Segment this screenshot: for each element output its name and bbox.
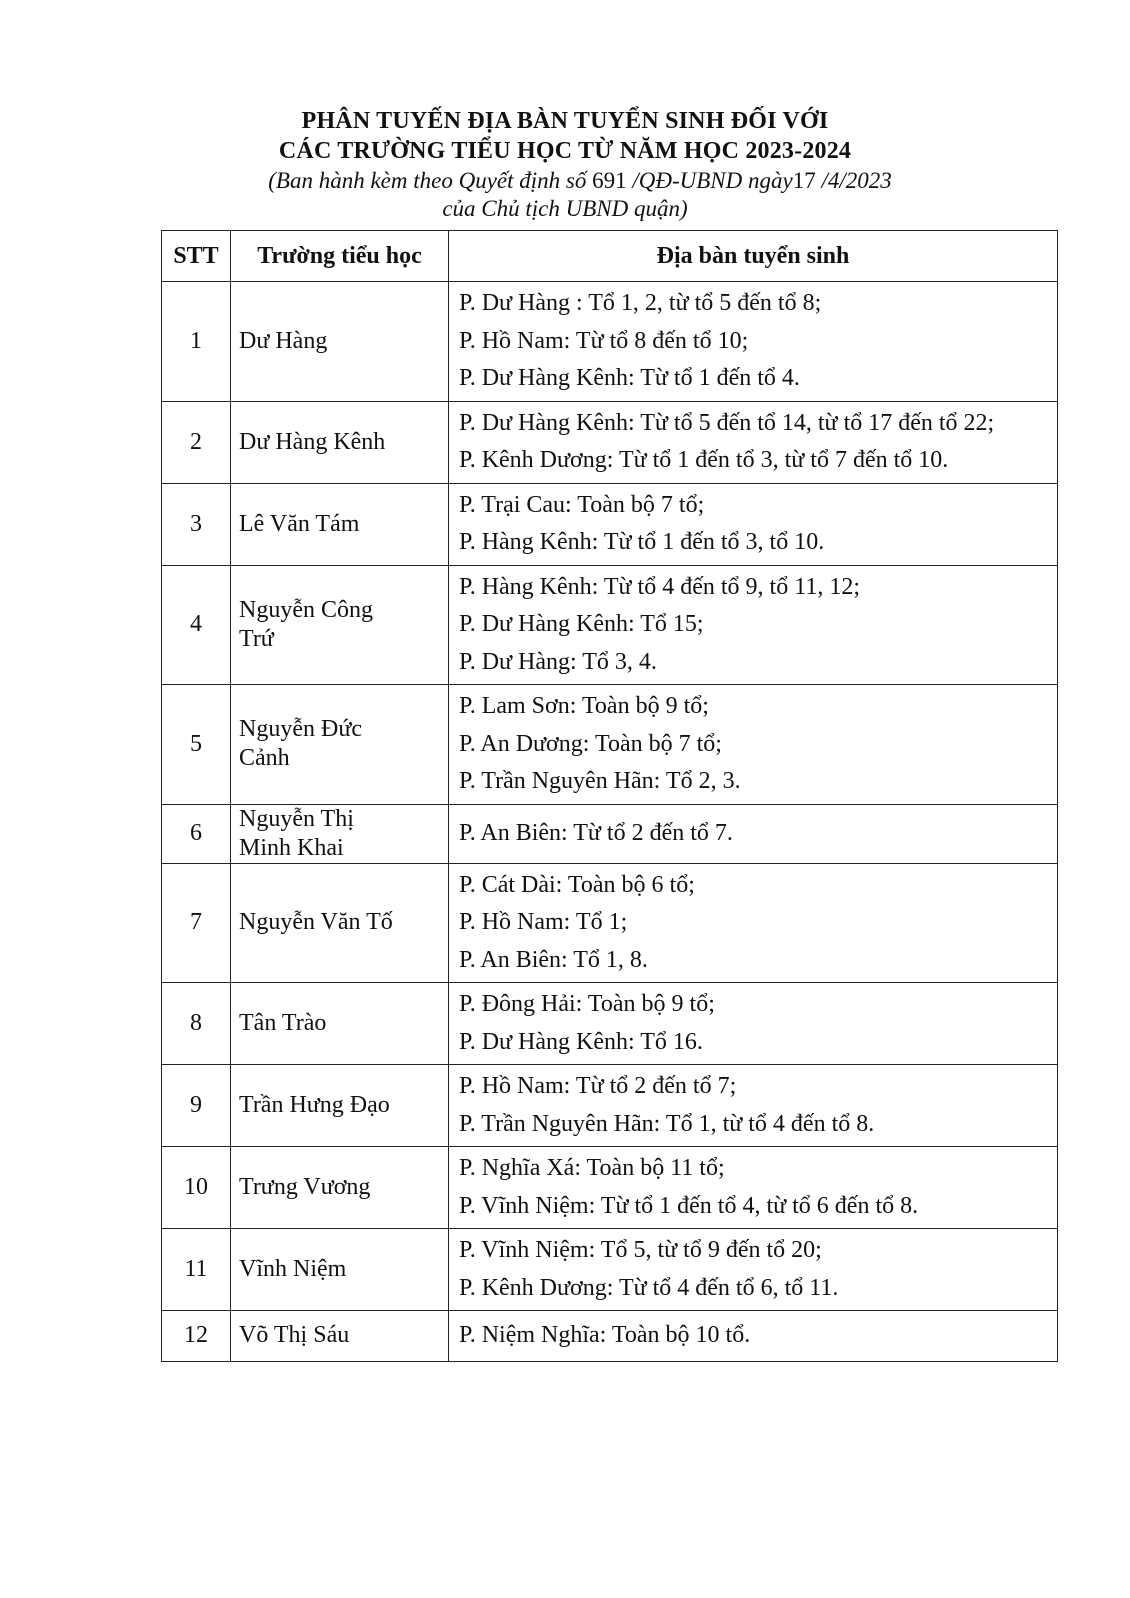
school-name-line: Nguyễn Công (239, 596, 373, 623)
row-school-name (231, 1065, 449, 1147)
row-stt: 5 (162, 685, 231, 805)
decision-suffix: /4/2023 (815, 168, 892, 193)
table-header-row (162, 231, 1058, 282)
header-stt: STT (162, 231, 231, 282)
table-row (162, 1147, 1058, 1229)
document-title-line-2: CÁC TRƯỜNG TIỂU HỌC TỪ NĂM HỌC 2023-2024 (278, 138, 852, 164)
row-school-name (231, 483, 449, 565)
decision-prefix: (Ban hành kèm theo Quyết định số (268, 168, 593, 193)
table-row (162, 863, 1058, 983)
area-line: P. Hàng Kênh: Từ tổ 4 đến tổ 9, tổ 11, 12; (459, 573, 860, 600)
area-line: P. Trại Cau: Toàn bộ 7 tổ; (459, 491, 705, 518)
school-name-line: Nguyễn Đức (239, 716, 362, 743)
row-enrollment-areas (449, 1065, 1058, 1147)
school-name-line: Trần Hưng Đạo (239, 1092, 390, 1118)
area-line: P. Vĩnh Niệm: Tổ 5, từ tổ 9 đến tổ 20; (459, 1237, 822, 1263)
row-school-name (231, 983, 449, 1065)
area-line: P. Kênh Dương: Từ tổ 1 đến tổ 3, từ tổ 7 đến tổ 10. (459, 447, 949, 473)
area-line: P. Niệm Nghĩa: Toàn bộ 10 tổ. (459, 1322, 751, 1348)
row-enrollment-areas (449, 1147, 1058, 1229)
row-school-name (231, 685, 449, 805)
table-row (162, 565, 1058, 685)
row-school-name (231, 1229, 449, 1311)
row-school-name (231, 401, 449, 483)
row-school-name (231, 1147, 449, 1229)
area-line: P. An Biên: Từ tổ 2 đến tổ 7. (459, 819, 733, 846)
area-line: P. An Biên: Tổ 1, 8. (459, 946, 648, 973)
decision-number: 691 (592, 168, 627, 193)
table-row (162, 1065, 1058, 1147)
area-line: P. Cát Dài: Toàn bộ 6 tổ; (459, 871, 695, 898)
area-line: P. Trần Nguyên Hãn: Tổ 2, 3. (459, 768, 741, 794)
row-stt: 4 (162, 565, 231, 685)
school-name-line: Dư Hàng (239, 327, 328, 354)
area-line: P. Hồ Nam: Tổ 1; (459, 909, 628, 935)
enrollment-area-table (161, 230, 1058, 1362)
row-stt: 6 (162, 804, 231, 863)
row-stt: 8 (162, 983, 231, 1065)
row-enrollment-areas (449, 685, 1058, 805)
row-stt: 3 (162, 483, 231, 565)
area-line: P. Dư Hàng Kênh: Từ tổ 5 đến tổ 14, từ tổ 17 đến tổ 22; (459, 409, 995, 436)
area-line: P. Hàng Kênh: Từ tổ 1 đến tổ 3, tổ 10. (459, 529, 825, 555)
area-line: P. Dư Hàng: Tổ 3, 4. (459, 648, 657, 675)
school-name-line: Trứ (239, 625, 274, 652)
school-name-line: Lê Văn Tám (239, 510, 360, 537)
area-line: P. Hồ Nam: Từ tổ 2 đến tổ 7; (459, 1073, 737, 1099)
table-row (162, 1229, 1058, 1311)
school-name-line: Tân Trào (239, 1010, 327, 1036)
row-school-name (231, 565, 449, 685)
school-name-line: Vĩnh Niệm (239, 1256, 347, 1282)
school-name-line: Dư Hàng Kênh (239, 428, 386, 455)
row-enrollment-areas (449, 1229, 1058, 1311)
row-school-name (231, 282, 449, 402)
area-line: P. Kênh Dương: Từ tổ 4 đến tổ 6, tổ 11. (459, 1274, 839, 1301)
table-row (162, 983, 1058, 1065)
table-row (162, 401, 1058, 483)
row-stt: 12 (162, 1311, 231, 1362)
row-stt: 2 (162, 401, 231, 483)
row-stt: 11 (162, 1229, 231, 1311)
decision-issuer: của Chủ tịch UBND quận) (442, 196, 688, 221)
document-header (0, 106, 1130, 223)
area-line: P. Vĩnh Niệm: Từ tổ 1 đến tổ 4, từ tổ 6 đến tổ 8. (459, 1192, 919, 1219)
row-enrollment-areas (449, 804, 1058, 863)
decision-reference (0, 167, 1130, 195)
row-enrollment-areas (449, 983, 1058, 1065)
area-line: P. An Dương: Toàn bộ 7 tổ; (459, 730, 722, 757)
school-name-line: Cảnh (239, 745, 290, 772)
area-line: P. Dư Hàng : Tổ 1, 2, từ tổ 5 đến tổ 8; (459, 290, 822, 316)
row-school-name (231, 863, 449, 983)
row-stt: 10 (162, 1147, 231, 1229)
school-name-line: Võ Thị Sáu (239, 1322, 350, 1349)
table-row (162, 1311, 1058, 1362)
document-title-line-1: PHÂN TUYẾN ĐỊA BÀN TUYỂN SINH ĐỐI VỚI (301, 108, 829, 134)
decision-day: 17 (792, 168, 816, 193)
row-stt: 1 (162, 282, 231, 402)
row-enrollment-areas (449, 401, 1058, 483)
table-row (162, 483, 1058, 565)
table-row (162, 282, 1058, 402)
header-area: Địa bàn tuyển sinh (449, 231, 1058, 282)
table-row (162, 804, 1058, 863)
decision-middle: /QĐ-UBND ngày (626, 168, 793, 193)
school-name-line: Nguyễn Văn Tố (239, 909, 393, 936)
row-stt: 9 (162, 1065, 231, 1147)
school-name-line: Trưng Vương (239, 1174, 371, 1200)
table-row (162, 685, 1058, 805)
row-enrollment-areas (449, 863, 1058, 983)
row-enrollment-areas (449, 565, 1058, 685)
area-line: P. Dư Hàng Kênh: Tổ 16. (459, 1028, 703, 1055)
school-name-line: Nguyễn Thị (239, 805, 354, 832)
area-line: P. Lam Sơn: Toàn bộ 9 tổ; (459, 693, 709, 719)
area-line: P. Dư Hàng Kênh: Từ tổ 1 đến tổ 4. (459, 365, 800, 391)
row-enrollment-areas (449, 282, 1058, 402)
row-enrollment-areas (449, 1311, 1058, 1362)
school-name-line: Minh Khai (239, 834, 344, 861)
row-school-name (231, 1311, 449, 1362)
area-line: P. Đông Hải: Toàn bộ 9 tổ; (459, 991, 715, 1017)
area-line: P. Trần Nguyên Hãn: Tổ 1, từ tổ 4 đến tổ 8. (459, 1110, 875, 1137)
area-line: P. Hồ Nam: Từ tổ 8 đến tổ 10; (459, 327, 749, 354)
row-stt: 7 (162, 863, 231, 983)
row-enrollment-areas (449, 483, 1058, 565)
area-line: P. Dư Hàng Kênh: Tổ 15; (459, 611, 704, 637)
area-line: P. Nghĩa Xá: Toàn bộ 11 tổ; (459, 1155, 725, 1181)
header-school: Trường tiểu học (231, 231, 449, 282)
row-school-name (231, 804, 449, 863)
